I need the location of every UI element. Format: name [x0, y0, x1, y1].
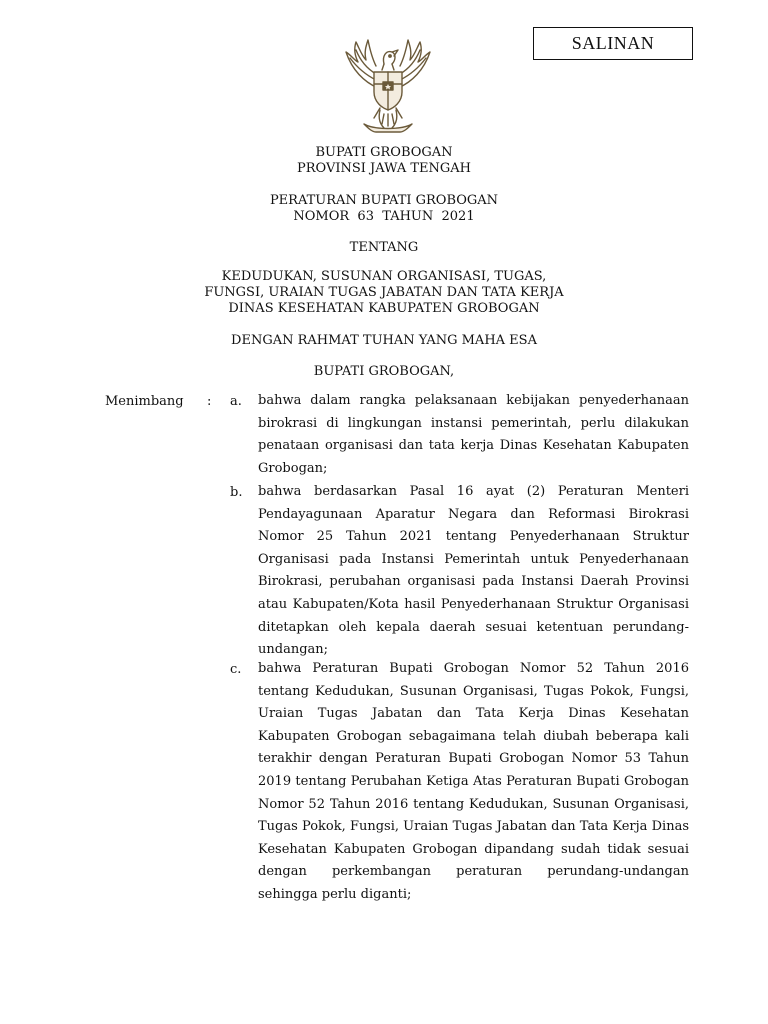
regulation-title: PERATURAN BUPATI GROBOGAN — [269, 193, 499, 208]
considering-colon: : — [207, 394, 212, 409]
subject-line-3: DINAS KESEHATAN KABUPATEN GROBOGAN — [228, 301, 540, 316]
regent-signature-line: BUPATI GROBOGAN, — [313, 364, 455, 379]
subject-line-2: FUNGSI, URAIAN TUGAS JABATAN DAN TATA KERJA — [204, 285, 564, 300]
regent-title: BUPATI GROBOGAN — [315, 145, 453, 160]
garuda-emblem-icon — [334, 30, 442, 138]
considering-label: Menimbang — [105, 394, 184, 409]
subject-line-1: KEDUDUKAN, SUSUNAN ORGANISASI, TUGAS, — [221, 269, 547, 284]
item-letter-b: b. — [230, 485, 243, 500]
salinan-stamp: SALINAN — [533, 27, 693, 60]
consideration-a: bahwa dalam rangka pelaksanaan kebijakan penyederhanaan birokrasi di lingkungan instansi pemerintah, perlu dilakukan penataan organisasi dan tata kerja Dinas Kesehatan Kabupaten Grobogan; — [258, 393, 689, 476]
consideration-b: bahwa berdasarkan Pasal 16 ayat (2) Peraturan Menteri Pendayagunaan Aparatur Negara dan Reformasi Birokrasi Nomor 25 Tahun 2021 tentang Penyederhanaan Struktur Organisasi pada Instansi Pemerintah untuk Penyederhanaan Birokrasi, perubahan organisasi pada Instansi Daerah Provinsi atau Kabupaten/Kota hasil Penyederhanaan Struktur Organisasi ditetapkan oleh kepala daerah sesuai ketentuan perundang-undangan; — [258, 484, 689, 658]
item-letter-a: a. — [230, 394, 242, 409]
regulation-number: NOMOR 63 TAHUN 2021 — [293, 209, 475, 224]
about-heading: TENTANG — [349, 240, 419, 255]
item-letter-c: c. — [230, 662, 242, 677]
consideration-c: bahwa Peraturan Bupati Grobogan Nomor 52 Tahun 2016 tentang Kedudukan, Susunan Organisasi, Tugas Pokok, Fungsi, Uraian Tugas Jabatan dan Tata Kerja Dinas Kesehatan Kabupaten Grobogan sebagaimana telah diubah beberapa kali terakhir dengan Peraturan Bupati Grobogan Nomor 53 Tahun 2019 tentang Perubahan Ketiga Atas Peraturan Bupati Grobogan Nomor 52 Tahun 2016 tentang Kedudukan, Susunan Organisasi, Tugas Pokok, Fungsi, Uraian Tugas Jabatan dan Tata Kerja Dinas Kesehatan Kabupaten Grobogan dipandang sudah tidak sesuai dengan perkembangan peraturan perundang-undangan sehingga perlu diganti; — [258, 661, 689, 902]
invocation-text: DENGAN RAHMAT TUHAN YANG MAHA ESA — [231, 333, 537, 348]
province-title: PROVINSI JAWA TENGAH — [297, 161, 471, 176]
